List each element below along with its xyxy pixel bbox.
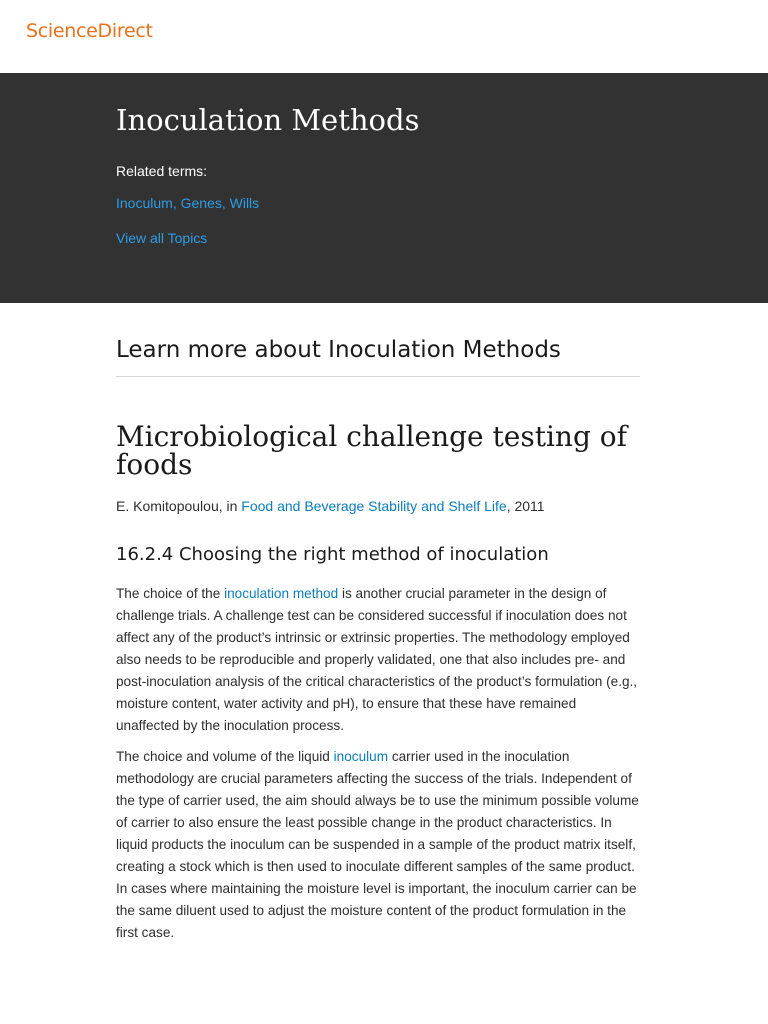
main-content bbox=[116, 303, 640, 944]
year-text: , 2011 bbox=[506, 498, 545, 514]
article-title-text[interactable]: Microbiological challenge testing of foods bbox=[116, 420, 627, 481]
learn-more-heading: Learn more about Inoculation Methods bbox=[116, 337, 561, 363]
section-heading: 16.2.4 Choosing the right method of inoculation bbox=[116, 544, 549, 565]
author-text: E. Komitopoulou, in bbox=[116, 498, 242, 514]
para2-text: carrier used in the inoculation methodology are crucial parameters affecting the success of the trials. Independent of the type of carrier used, the aim should always be to use the minimum possible volume of carrier to also ensure the least possible change in the product characteristics. In liquid products the inoculum can be suspended in a sample of the product matrix itself, creating a stock which is then used to inoculate different samples of the same product. In cases where maintaining the moisture level is important, the inoculum carrier can be the same diluent used to adjust the moisture content of the product formulation in the first case. bbox=[116, 749, 639, 940]
topic-hero bbox=[0, 73, 768, 303]
page-title: Inoculation Methods bbox=[116, 103, 420, 137]
article-byline bbox=[116, 496, 640, 516]
paragraph-2 bbox=[116, 746, 640, 944]
related-term-link[interactable]: Wills bbox=[229, 195, 260, 211]
view-all-topics-link[interactable]: View all Topics bbox=[116, 230, 208, 246]
para1-text: is another crucial parameter in the design of challenge trials. A challenge test can be considered successful if inoculation does not affect any of the product’s intrinsic or extrinsic properties. The methodology employed also needs to be reproducible and properly validated, one that also includes pre- and post-inoculation analysis of the critical characteristics of the product’s formulation (e.g., moisture content, water activity and pH), to ensure that these have remained unaffected by the inoculation process. bbox=[116, 586, 638, 733]
comma-separator: , bbox=[221, 195, 230, 211]
related-term-link[interactable]: Genes bbox=[180, 195, 222, 211]
related-terms-list bbox=[116, 195, 259, 211]
para2-text: The choice and volume of the liquid bbox=[116, 749, 334, 764]
divider bbox=[116, 376, 640, 377]
related-term-link[interactable]: Inoculum bbox=[116, 195, 173, 211]
source-link[interactable]: Food and Beverage Stability and Shelf Life bbox=[241, 498, 507, 514]
para1-text: The choice of the bbox=[116, 586, 225, 601]
comma-separator: , bbox=[172, 195, 181, 211]
paragraph-1 bbox=[116, 583, 640, 737]
article-title[interactable] bbox=[116, 420, 640, 481]
sciencedirect-logo[interactable]: ScienceDirect bbox=[26, 20, 153, 42]
top-bar bbox=[0, 0, 768, 73]
inoculation-method-link[interactable]: inoculation method bbox=[224, 586, 339, 601]
related-terms-label: Related terms: bbox=[116, 163, 208, 179]
inoculum-link[interactable]: inoculum bbox=[333, 749, 389, 764]
